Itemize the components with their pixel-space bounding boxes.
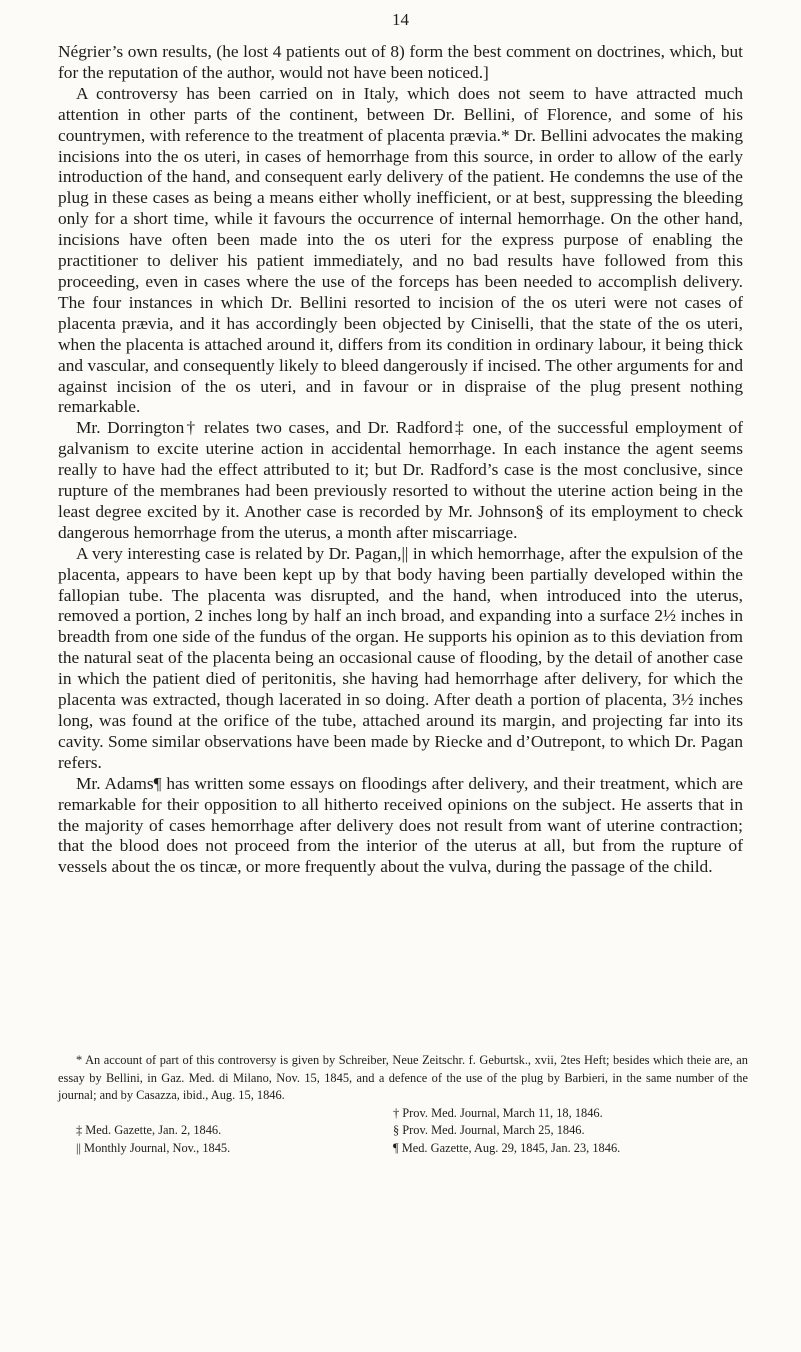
footnote-section: § Prov. Med. Journal, March 25, 1846. — [393, 1123, 585, 1137]
footnote-row — [58, 1122, 748, 1140]
page-number: 14 — [392, 10, 409, 29]
footnote-spacer — [58, 1105, 393, 1123]
footnote-dagger: † Prov. Med. Journal, March 11, 18, 1846. — [393, 1105, 603, 1120]
footnotes — [58, 1052, 748, 1157]
body-text — [58, 42, 743, 878]
paragraph: A very interesting case is related by Dr. Pagan,|| in which hemorrhage, after the expulsion of the placenta, appears to have been kept up by that body having been partially developed within the fallopian tube. The placenta was disrupted, and the hand, when introduced into the uterus, removed a portion, 2 inches long by half an inch broad, and expanding into a surface 2½ inches in breadth from one side of the fundus of the organ. He supports his opinion as to this deviation from the natural seat of the placenta being an occasional cause of flooding, by the detail of another case in which the patient died of peritonitis, she having had hemorrhage after delivery, for which the placenta was extracted, though lacerated in so doing. After death a portion of placenta, 3½ inches long, was found at the orifice of the tube, attached around its margin, and projecting far into its cavity. Some similar observations have been made by Riecke and d’Outrepont, to which Dr. Pagan refers. — [58, 543, 743, 772]
footnote-ddagger: ‡ Med. Gazette, Jan. 2, 1846. — [76, 1123, 222, 1137]
paragraph: Mr. Adams¶ has written some essays on floodings after delivery, and their treatment, which are remarkable for their opposition to all hitherto received opinions on the subject. He asserts that in the majority of cases hemorrhage after delivery does not result from want of uterine contraction; that the blood does not proceed from the interior of the uterus at all, but from the rupture of vessels about the os tincæ, or more frequently about the vulva, during the passage of the child. — [58, 773, 743, 877]
paragraph: Négrier’s own results, (he lost 4 patients out of 8) form the best comment on doctrines, which, but for the reputation of the author, would not have been noticed.] — [58, 42, 743, 82]
footnote-row — [58, 1105, 748, 1123]
paragraph: A controversy has been carried on in Italy, which does not seem to have attracted much attention in other parts of the continent, between Dr. Bellini, of Florence, and some of his countrymen, with reference to the treatment of placenta prævia.* Dr. Bellini advocates the making incisions into the os uteri, in cases of hemorrhage from this source, in order to allow of the early introduction of the hand, and consequent early delivery of the patient. He condemns the use of the plug in these cases as being a means either wholly inefficient, or at best, suppressing the bleeding only for a short time, while it favours the occurrence of internal hemorrhage. On the other hand, incisions have often been made into the os uteri for the express purpose of enabling the practitioner to deliver his patient immediately, and no bad results have followed from this proceeding, even in cases where the use of the forceps has been needed to accomplish delivery. The four instances in which Dr. Bellini resorted to incision of the os uteri were not cases of placenta prævia, and it has accordingly been objected by Ciniselli, that the state of the os uteri, when the placenta is attached around it, differs from its condition in ordinary labour, it being thick and vascular, and consequently likely to bleed dangerously if incised. The other arguments for and against incision of the os uteri, and in favour or in dispraise of the plug present nothing remarkable. — [58, 83, 743, 417]
footnote-row — [58, 1140, 748, 1158]
paragraph: Mr. Dorrington† relates two cases, and Dr. Radford‡ one, of the successful employment of galvanism to excite uterine action in accidental hemorrhage. In each instance the agent seems really to have had the effect attributed to it; but Dr. Radford’s case is the most conclusive, since rupture of the membranes had been previously resorted to without the uterine action being in the least degree excited by it. Another case is recorded by Mr. Johnson§ of its employment to check dangerous hemorrhage from the uterus, a month after miscarriage. — [58, 418, 743, 542]
footnote-star: * An account of part of this controversy is given by Schreiber, Neue Zeitschr. f. Geburtsk., xvii, 2tes Heft; besides which theie are, an essay by Bellini, in Gaz. Med. di Milano, Nov. 15, 1845, and a defence of the use of the plug by Barbieri, in the same number of the journal; and by Casazza, ibid., Aug. 15, 1846. — [58, 1053, 748, 1102]
footnote-parallel: || Monthly Journal, Nov., 1845. — [76, 1140, 231, 1155]
footnote-pilcrow: ¶ Med. Gazette, Aug. 29, 1845, Jan. 23, 1846. — [393, 1140, 621, 1155]
